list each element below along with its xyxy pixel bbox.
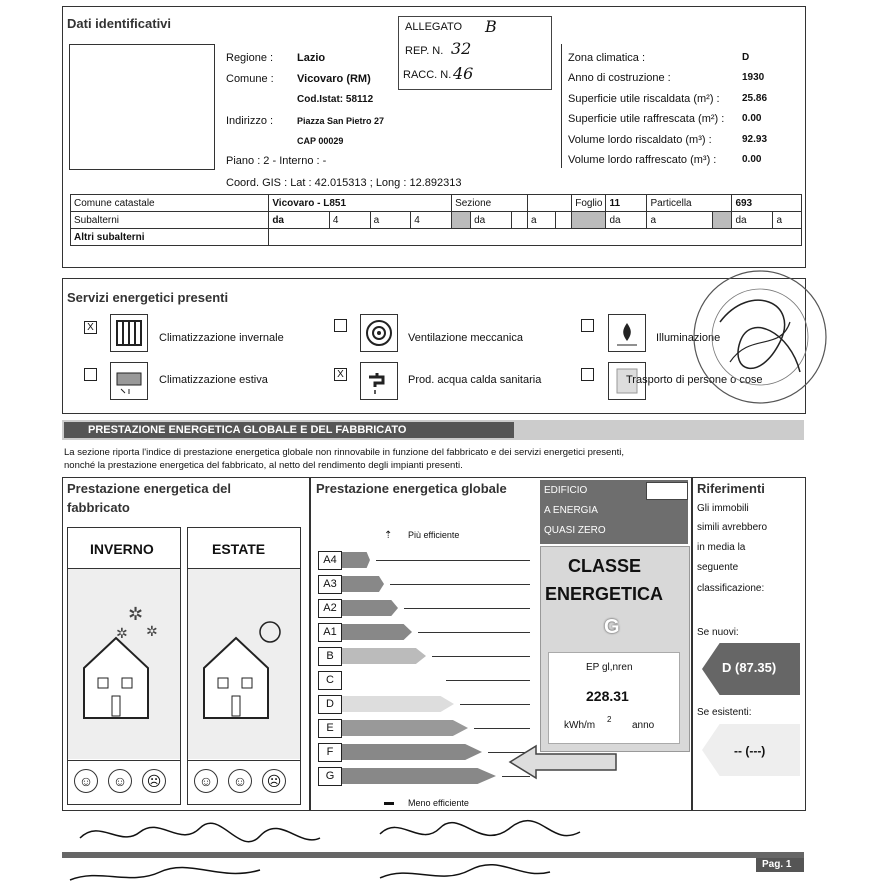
handwritten-signatures <box>60 808 660 886</box>
sub-da-label: da <box>269 212 330 229</box>
band-label: A3 <box>318 575 342 594</box>
sub-da-value: 4 <box>329 212 370 229</box>
faucet-icon <box>360 362 398 400</box>
allegato-label: ALLEGATO <box>405 21 463 33</box>
servizio-label-6: Trasporto di persone o cose <box>626 374 763 386</box>
fabbricato-title-1: Prestazione energetica del <box>67 481 232 496</box>
sup-raff-value: 0.00 <box>742 113 762 124</box>
servizio-label-1: Climatizzazione invernale <box>159 332 284 344</box>
sup-risc-label: Superficie utile riscaldata (m²) : <box>568 93 720 105</box>
particella-label: Particella <box>647 195 732 212</box>
desc-line-2: nonché la prestazione energetica del fabbricato, al netto del rendimento degli impianti presenti. <box>64 460 463 471</box>
identificativi-divider <box>561 44 562 168</box>
nzeb-line-1: EDIFICIO <box>544 485 588 496</box>
band-d <box>318 695 536 714</box>
checkbox-climatizzazione-invernale[interactable]: X <box>84 321 97 334</box>
classe-title-1: CLASSE <box>568 556 642 576</box>
checkbox-climatizzazione-estiva[interactable] <box>84 368 97 381</box>
sezione-label: Sezione <box>452 195 528 212</box>
band-line <box>418 632 530 633</box>
sub-a-value: 4 <box>411 212 452 229</box>
house-summer-icon <box>196 598 292 728</box>
fan-icon <box>360 314 398 352</box>
band-a2 <box>318 599 536 618</box>
band-arrow <box>342 672 440 688</box>
band-arrow <box>342 768 496 784</box>
checkbox-ventilazione[interactable] <box>334 319 347 332</box>
svg-text:✲: ✲ <box>146 623 158 639</box>
rep-value: 32 <box>451 39 472 58</box>
band-label: A4 <box>318 551 342 570</box>
esistenti-value: -- (---) <box>734 744 766 758</box>
band-line <box>432 656 530 657</box>
servizio-label-3: Illuminazione <box>656 332 721 344</box>
inverno-label: INVERNO <box>90 541 154 557</box>
band-label: G <box>318 767 342 786</box>
vol-risc-label: Volume lordo riscaldato (m³) : <box>568 134 712 146</box>
piu-efficiente: Più efficiente <box>408 530 460 540</box>
servizio-label-4: Climatizzazione estiva <box>159 374 268 386</box>
cap-value: CAP 00029 <box>297 136 344 146</box>
lightbulb-icon <box>608 314 646 352</box>
vol-raff-label: Volume lordo raffrescato (m³) : <box>568 154 717 166</box>
rif-text-1: Gli immobili <box>697 503 749 514</box>
banner-title: PRESTAZIONE ENERGETICA GLOBALE E DEL FABBRICATO <box>88 424 407 436</box>
identificativi-title: Dati identificativi <box>67 16 172 31</box>
checkbox-trasporto[interactable] <box>581 368 594 381</box>
house-winter-icon <box>76 598 172 728</box>
classe-value: G <box>604 616 620 638</box>
rep-label: REP. N. <box>405 45 444 57</box>
band-a4 <box>318 551 536 570</box>
anno-label: Anno di costruzione : <box>568 72 671 84</box>
band-label: A2 <box>318 599 342 618</box>
rif-text-2: simili avrebbero <box>697 522 768 533</box>
band-line <box>376 560 530 561</box>
ep-anno: anno <box>632 720 655 731</box>
zona-value: D <box>742 52 750 63</box>
codistat: Cod.Istat: 58112 <box>297 94 374 105</box>
sub-da-label-3: da <box>606 212 647 229</box>
band-line <box>446 680 530 681</box>
band-label: B <box>318 647 342 666</box>
svg-text:✲: ✲ <box>128 604 144 624</box>
nzeb-checkbox <box>646 482 688 500</box>
sub-a-label-4: a <box>773 212 802 229</box>
band-c <box>318 671 536 690</box>
rif-text-4: seguente <box>697 562 739 573</box>
meno-efficiente: Meno efficiente <box>408 798 469 808</box>
band-line <box>404 608 530 609</box>
gis-value: Coord. GIS : Lat : 42.015313 ; Long : 12.892313 <box>226 177 462 189</box>
sup-risc-value: 25.86 <box>742 93 768 104</box>
nzeb-line-2: A ENERGIA <box>544 505 598 516</box>
sub-da-label-4: da <box>732 212 773 229</box>
air-conditioner-icon <box>110 362 148 400</box>
comune-value: Vicovaro (RM) <box>297 73 371 85</box>
vol-raff-value: 0.00 <box>742 154 762 165</box>
band-arrow <box>342 744 482 760</box>
band-label: C <box>318 671 342 690</box>
particella-value: 693 <box>732 195 802 212</box>
up-arrow-icon: ⇡ <box>384 530 393 541</box>
ep-unit-sup: 2 <box>607 715 612 724</box>
classe-pointer <box>508 744 618 780</box>
foglio-value: 11 <box>606 195 647 212</box>
smiley-sad-icon: ☹ <box>262 769 286 793</box>
riferimenti-title: Riferimenti <box>697 481 765 496</box>
esistenti-label: Se esistenti: <box>697 707 752 718</box>
regione-value: Lazio <box>297 52 326 64</box>
band-a3 <box>318 575 536 594</box>
band-e <box>318 719 536 738</box>
sup-raff-label: Superficie utile raffrescata (m²) : <box>568 113 725 125</box>
indirizzo-value: Piazza San Pietro 27 <box>297 116 385 126</box>
svg-text:✲: ✲ <box>116 625 128 641</box>
comune-catastale-value: Vicovaro - L851 <box>269 195 452 212</box>
ep-unit: kWh/m <box>564 720 596 731</box>
notary-seal <box>690 262 830 412</box>
smiley-happy-icon: ☺ <box>74 769 98 793</box>
nzeb-line-3: QUASI ZERO <box>544 525 606 536</box>
ep-label: EP gl,nren <box>586 662 633 673</box>
band-line <box>474 728 530 729</box>
page-number: Pag. 1 <box>762 859 792 870</box>
band-f <box>318 743 536 762</box>
classe-title-2: ENERGETICA <box>545 584 664 604</box>
band-b <box>318 647 536 666</box>
radiator-icon <box>110 314 148 352</box>
servizio-label-2: Ventilazione meccanica <box>408 332 523 344</box>
band-g <box>318 767 536 786</box>
checkbox-illuminazione[interactable] <box>581 319 594 332</box>
band-arrow <box>342 696 454 712</box>
sub-a-label-2: a <box>527 212 555 229</box>
comune-label: Comune : <box>226 73 274 85</box>
band-label: A1 <box>318 623 342 642</box>
smiley-neutral-icon: ☺ <box>228 769 252 793</box>
band-arrow <box>342 576 384 592</box>
servizi-title: Servizi energetici presenti <box>67 290 229 305</box>
zona-label: Zona climatica : <box>568 52 646 64</box>
rif-text-3: in media la <box>697 542 746 553</box>
checkbox-acqua-calda[interactable]: X <box>334 368 347 381</box>
servizio-label-5: Prod. acqua calda sanitaria <box>408 374 542 386</box>
regione-label: Regione : <box>226 52 274 64</box>
racc-value: 46 <box>453 64 474 83</box>
band-arrow <box>342 552 370 568</box>
down-arrow-icon: ▬ <box>384 797 394 808</box>
rif-text-5: classificazione: <box>697 583 765 594</box>
foglio-label: Foglio <box>572 195 606 212</box>
estate-panel <box>187 527 301 805</box>
piano-value: Piano : 2 - Interno : - <box>226 155 327 167</box>
band-label: D <box>318 695 342 714</box>
anno-value: 1930 <box>742 72 765 83</box>
altri-subalterni-label: Altri subalterni <box>71 229 269 246</box>
racc-label: RACC. N. <box>403 69 452 81</box>
band-arrow <box>342 624 412 640</box>
band-arrow <box>342 600 398 616</box>
band-line <box>390 584 530 585</box>
photo-placeholder <box>69 44 215 170</box>
band-arrow <box>342 720 468 736</box>
inverno-panel <box>67 527 181 805</box>
sub-a-label: a <box>370 212 411 229</box>
band-line <box>460 704 530 705</box>
band-label: F <box>318 743 342 762</box>
catasto-table <box>70 194 802 246</box>
band-arrow <box>342 648 426 664</box>
band-a1 <box>318 623 536 642</box>
fabbricato-title-2: fabbricato <box>67 500 130 515</box>
nuovi-value: D (87.35) <box>722 660 777 675</box>
nuovi-label: Se nuovi: <box>697 627 739 638</box>
smiley-happy-icon: ☺ <box>194 769 218 793</box>
smiley-neutral-icon: ☺ <box>108 769 132 793</box>
desc-line-1: La sezione riporta l'indice di prestazione energetica globale non rinnovabile in funzione del fabbricato e dei servizi energetici presenti, <box>64 447 625 458</box>
ep-value: 228.31 <box>586 688 629 704</box>
comune-catastale-label: Comune catastale <box>71 195 269 212</box>
subalterni-label: Subalterni <box>71 212 269 229</box>
indirizzo-label: Indirizzo : <box>226 115 274 127</box>
allegato-value: B <box>485 17 497 36</box>
vol-risc-value: 92.93 <box>742 134 768 145</box>
smiley-sad-icon: ☹ <box>142 769 166 793</box>
sub-da-label-2: da <box>471 212 512 229</box>
globale-title: Prestazione energetica globale <box>316 481 507 496</box>
sub-a-label-3: a <box>647 212 713 229</box>
band-label: E <box>318 719 342 738</box>
estate-label: ESTATE <box>212 541 266 557</box>
